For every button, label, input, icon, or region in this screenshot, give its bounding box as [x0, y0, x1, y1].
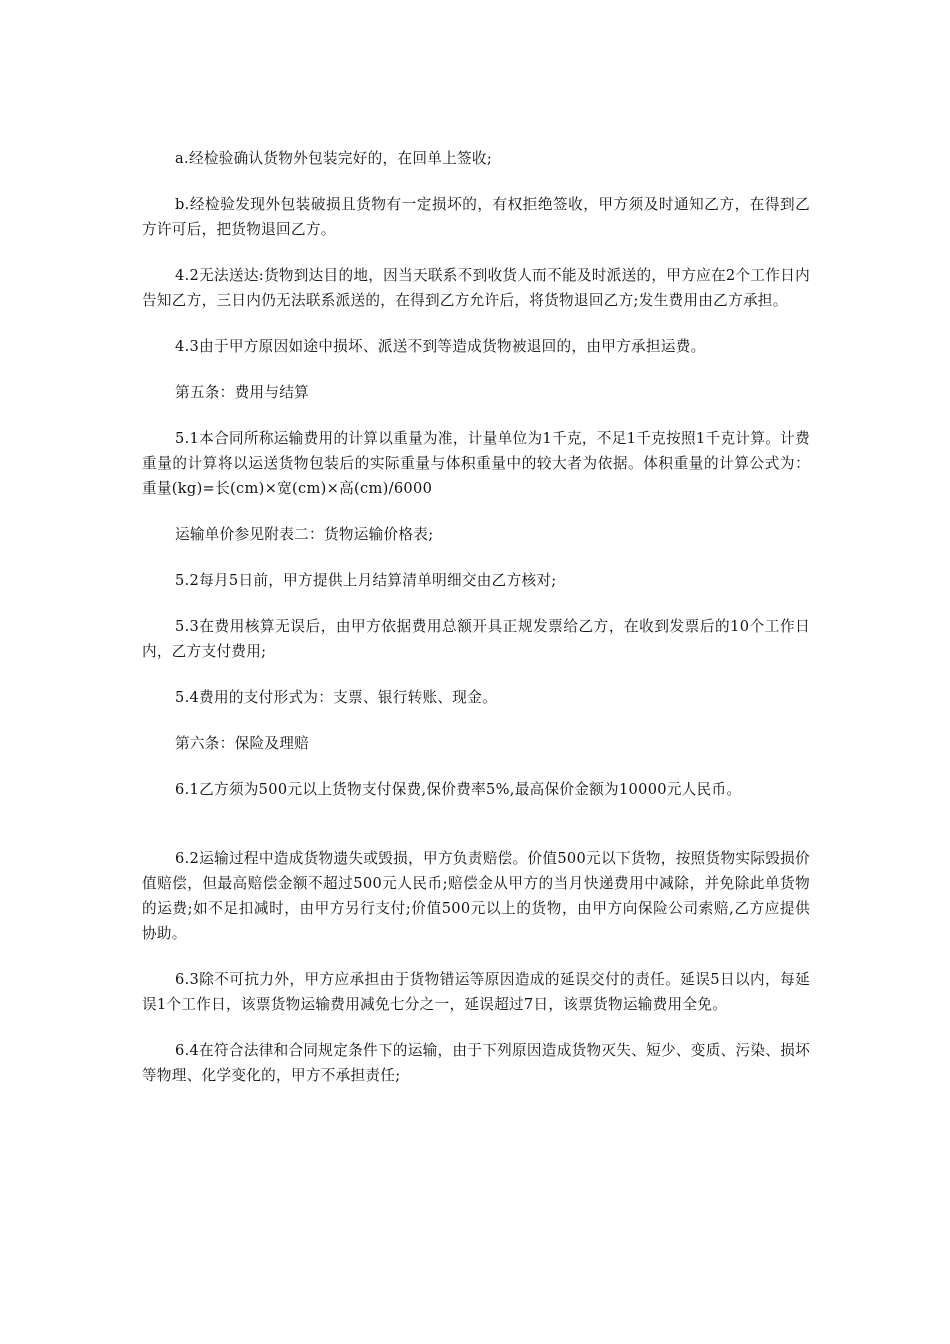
paragraph-b: b.经检验发现外包装破损且货物有一定损坏的，有权拒绝签收，甲方须及时通知乙方，在得到乙方许可后，把货物退回乙方。 [142, 196, 810, 238]
clause-5-4: 5.4费用的支付形式为：支票、银行转账、现金。 [175, 689, 497, 706]
article-5-heading: 第五条：费用与结算 [175, 384, 310, 401]
article-6-heading: 第六条：保险及理赔 [175, 735, 310, 752]
clause-6-2: 6.2运输过程中造成货物遗失或毁损，甲方负责赔偿。价值500元以下货物，按照货物实际毁损价值赔偿，但最高赔偿金额不超过500元人民币;赔偿金从甲方的当月快递费用中减除，并免除此单货物的运费;如不足扣减时，由甲方另行支付;价值500元以上的货物，由甲方向保险公司索赔,乙方应提供协助。 [142, 850, 810, 942]
clause-5-3: 5.3在费用核算无误后，由甲方依据费用总额开具正规发票给乙方，在收到发票后的10个工作日内，乙方支付费用; [142, 618, 810, 660]
paragraph-a: a.经检验确认货物外包装完好的，在回单上签收; [175, 150, 493, 167]
clause-4-2: 4.2无法送达:货物到达目的地，因当天联系不到收货人而不能及时派送的，甲方应在2个工作日内告知乙方，三日内仍无法联系派送的，在得到乙方允许后，将货物退回乙方;发生费用由乙方承担。 [142, 267, 810, 309]
clause-5-2: 5.2每月5日前，甲方提供上月结算清单明细交由乙方核对; [175, 572, 557, 589]
clause-6-3: 6.3除不可抗力外，甲方应承担由于货物错运等原因造成的延误交付的责任。延误5日以内，每延误1个工作日，该票货物运输费用减免七分之一，延误超过7日，该票货物运输费用全免。 [142, 971, 810, 1013]
clause-4-3: 4.3由于甲方原因如途中损坏、派送不到等造成货物被退回的，由甲方承担运费。 [175, 338, 706, 355]
clause-6-1: 6.1乙方须为500元以上货物支付保费,保价费率5%,最高保价金额为10000元人民币。 [175, 781, 742, 798]
clause-5-1: 5.1本合同所称运输费用的计算以重量为准，计量单位为1千克，不足1千克按照1千克计算。计费重量的计算将以运送货物包装后的实际重量与体积重量中的较大者为依据。体积重量的计算公式为：重量(kg)=长(cm)×宽(cm)×高(cm)/6000 [142, 430, 810, 497]
unit-price-note: 运输单价参见附表二：货物运输价格表; [175, 526, 434, 543]
clause-6-4: 6.4在符合法律和合同规定条件下的运输，由于下列原因造成货物灭失、短少、变质、污染、损坏等物理、化学变化的，甲方不承担责任; [142, 1042, 810, 1084]
document-body [142, 146, 810, 1109]
